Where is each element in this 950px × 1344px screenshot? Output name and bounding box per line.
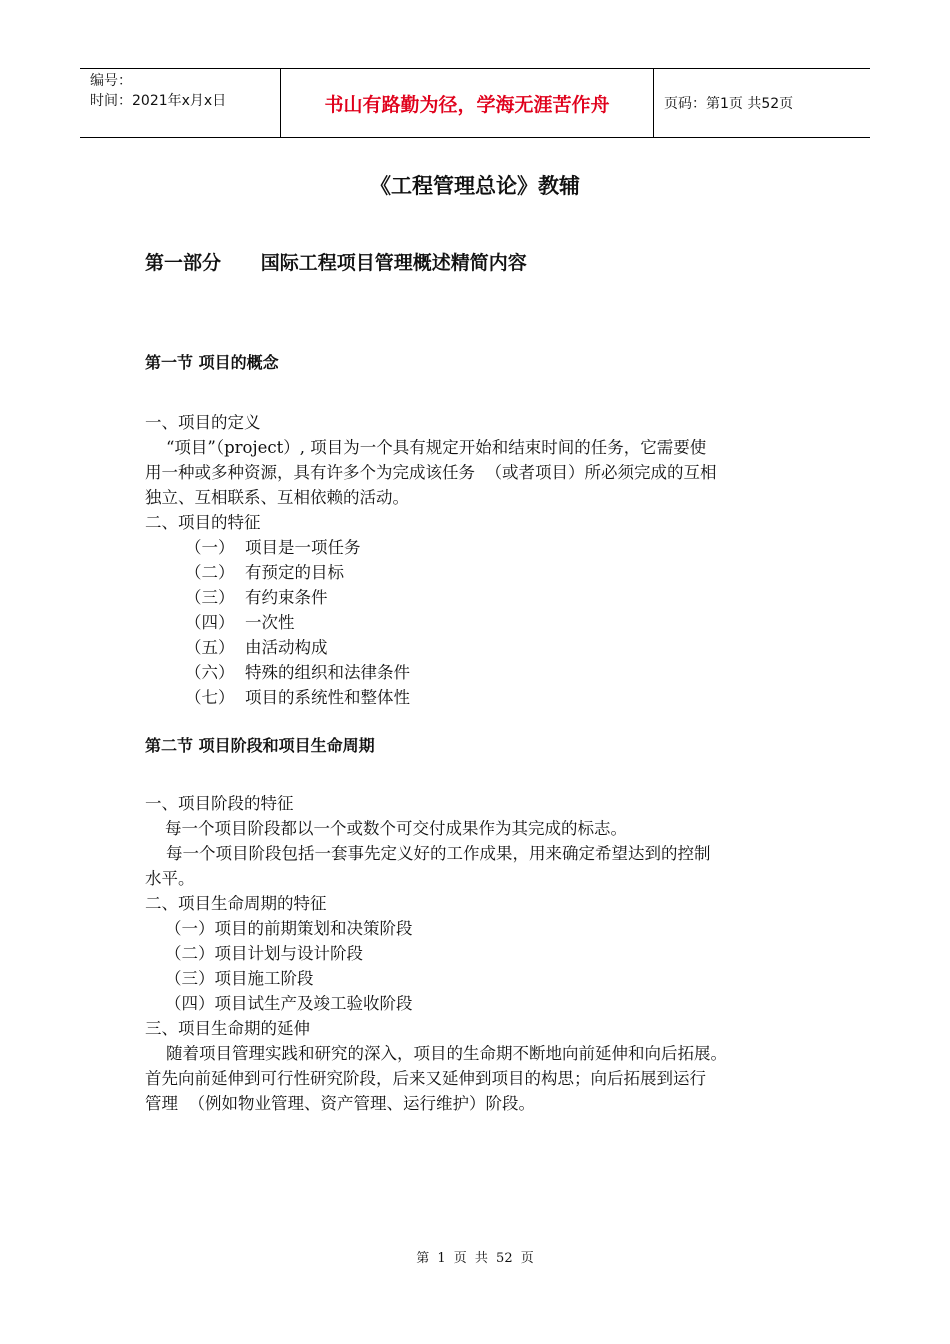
feature-text: 由活动构成	[245, 638, 328, 657]
phase-paragraph: 每一个项目阶段都以一个或数个可交付成果作为其完成的标志。	[165, 819, 627, 838]
section2-body	[145, 791, 815, 1116]
feature-num: （四）	[185, 613, 235, 632]
feature-text: 特殊的组织和法律条件	[245, 663, 410, 682]
section1-title: 第一节 项目的概念	[145, 353, 279, 372]
feature-text: 一次性	[245, 613, 295, 632]
definition-line: 用一种或多种资源，具有许多个为完成该任务 （或者项目）所必须完成的互相	[145, 463, 717, 482]
header-meta	[80, 69, 280, 137]
lifecycle-stage: （四）项目试生产及竣工验收阶段	[165, 994, 413, 1013]
phase-paragraph-line: 每一个项目阶段包括一套事先定义好的工作成果，用来确定希望达到的控制	[145, 844, 711, 863]
feature-num: （一）	[185, 538, 235, 557]
feature-num: （三）	[185, 588, 235, 607]
extension-line: 管理 （例如物业管理、资产管理、运行维护）阶段。	[145, 1094, 535, 1113]
serial-label: 编号：	[90, 73, 132, 89]
part-title: 第一部分 国际工程项目管理概述精简内容	[145, 252, 527, 274]
phase-paragraph-line: 水平。	[145, 869, 195, 888]
section2-title: 第二节 项目阶段和项目生命周期	[145, 736, 375, 755]
feature-num: （七）	[185, 688, 235, 707]
extension-line: 随着项目管理实践和研究的深入，项目的生命期不断地向前延伸和向后拓展。	[145, 1044, 727, 1063]
lifecycle-stage: （一）项目的前期策划和决策阶段	[165, 919, 413, 938]
feature-item	[145, 685, 815, 710]
feature-num: （六）	[185, 663, 235, 682]
definition-line: 独立、互相联系、互相依赖的活动。	[145, 488, 409, 507]
header-table	[80, 68, 870, 138]
feature-item	[145, 610, 815, 635]
extension-line: 首先向前延伸到可行性研究阶段，后来又延伸到项目的构思；向后拓展到运行	[145, 1069, 706, 1088]
page-footer: 第 1 页 共 52 页	[416, 1251, 534, 1266]
header-motto: 书山有路勤为径，学海无涯苦作舟	[280, 69, 654, 137]
section1-heading-definition: 一、项目的定义	[145, 413, 261, 432]
feature-text: 有预定的目标	[245, 563, 344, 582]
definition-line: “项目”（project）, 项目为一个具有规定开始和结束时间的任务，它需要使	[145, 438, 707, 457]
feature-item	[145, 660, 815, 685]
lifecycle-stage: （三）项目施工阶段	[165, 969, 314, 988]
feature-text: 有约束条件	[245, 588, 328, 607]
section2-heading-extension: 三、项目生命期的延伸	[145, 1019, 310, 1038]
feature-text: 项目是一项任务	[245, 538, 361, 557]
feature-item	[145, 635, 815, 660]
feature-num: （二）	[185, 563, 235, 582]
section1-body	[145, 410, 815, 710]
feature-num: （五）	[185, 638, 235, 657]
section2-heading-lifecycle: 二、项目生命周期的特征	[145, 894, 327, 913]
feature-text: 项目的系统性和整体性	[245, 688, 410, 707]
section2-heading-phase: 一、项目阶段的特征	[145, 794, 294, 813]
feature-item	[145, 585, 815, 610]
time-label: 时间：2021年x月x日	[90, 93, 227, 109]
lifecycle-stage: （二）项目计划与设计阶段	[165, 944, 363, 963]
feature-item	[145, 560, 815, 585]
header-page-info: 页码：第1页 共52页	[664, 96, 794, 112]
document-title: 《工程管理总论》教辅	[370, 174, 580, 198]
section1-heading-features: 二、项目的特征	[145, 513, 261, 532]
feature-item	[145, 535, 815, 560]
